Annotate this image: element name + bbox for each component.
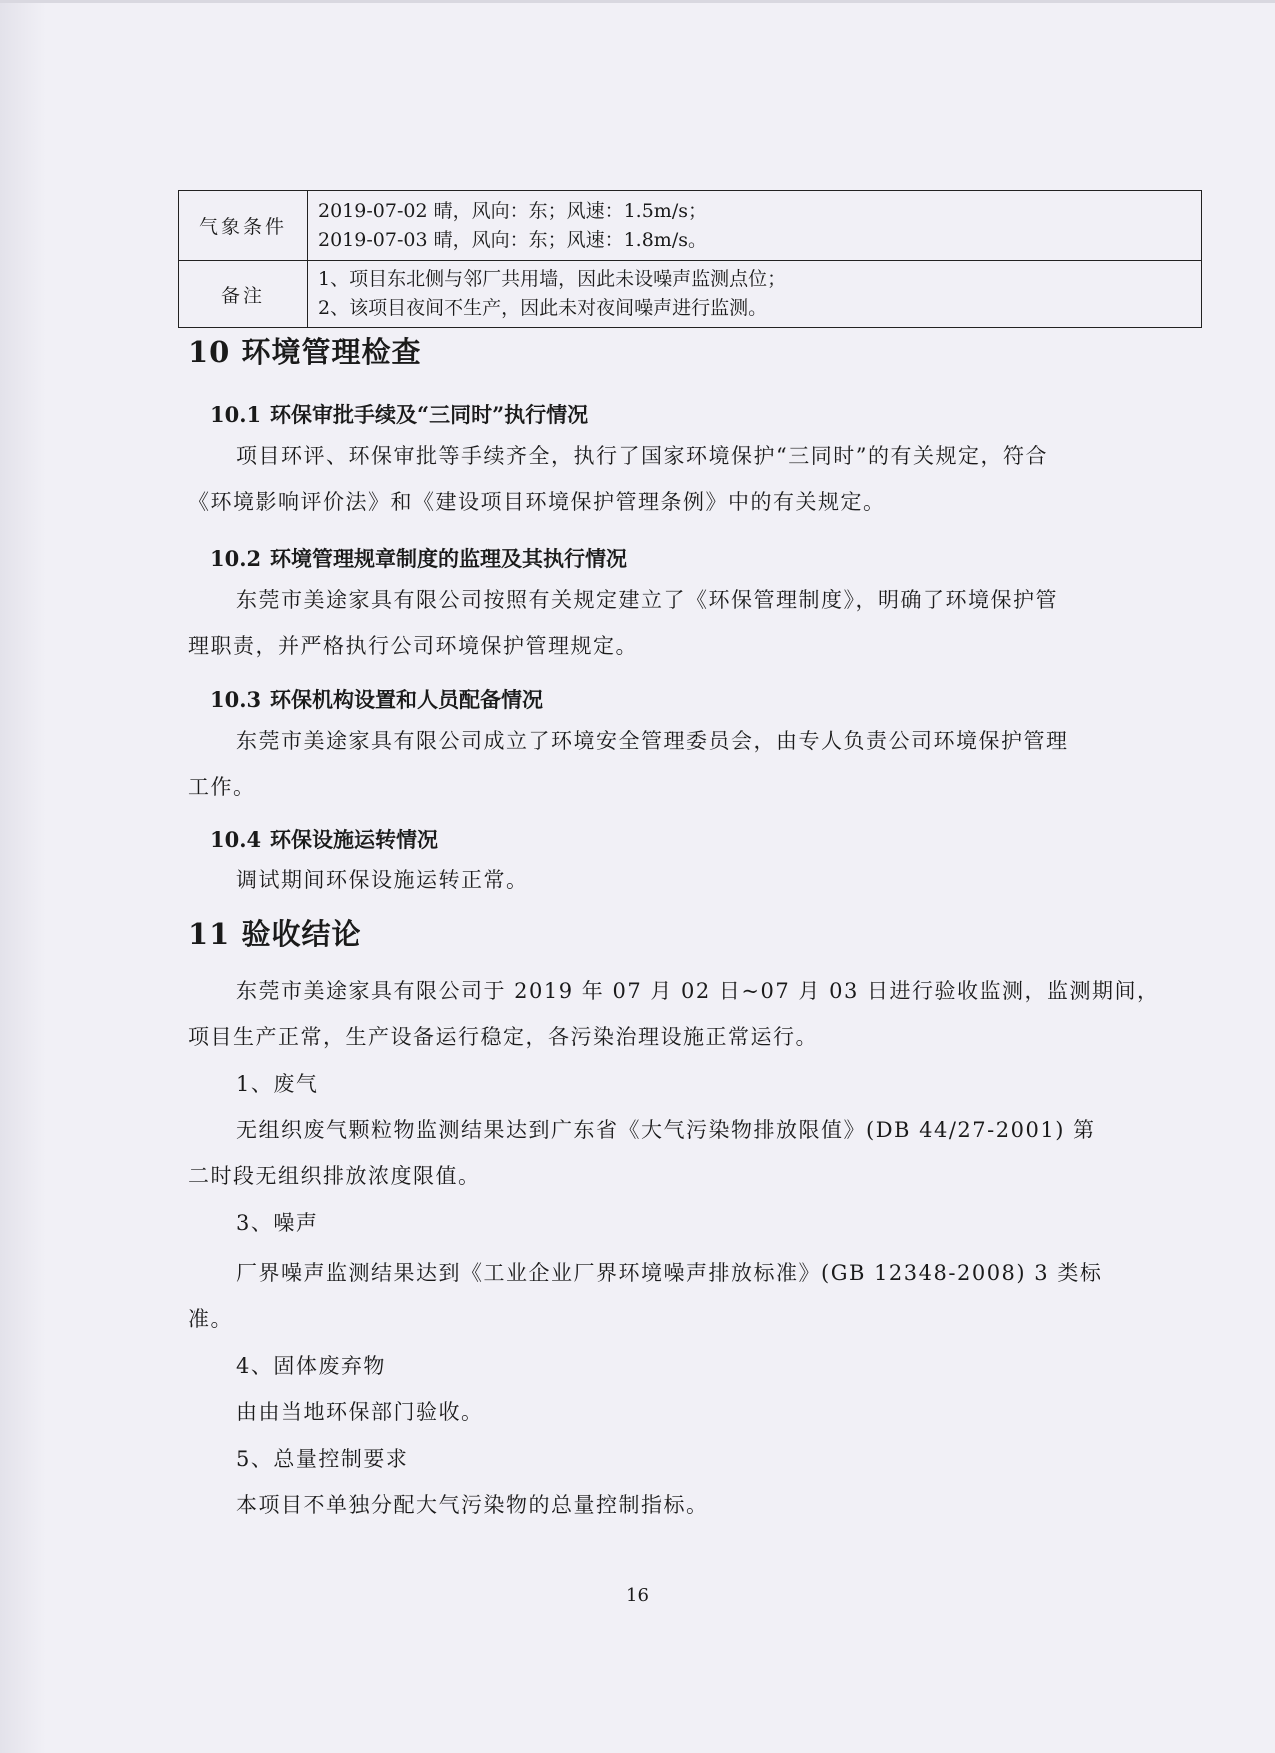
- paragraph-line: 东莞市美途家具有限公司于 2019 年 07 月 02 日~07 月 03 日进行验收监测，监测期间，: [236, 979, 1160, 1003]
- paragraph-line: 项目生产正常，生产设备运行稳定，各污染治理设施正常运行。: [188, 1025, 818, 1049]
- weather-line-2: 2019-07-03 晴，风向：东；风速：1.8m/s。: [318, 228, 707, 251]
- paragraph-line: 准。: [188, 1307, 233, 1331]
- subsection-title: 环保设施运转情况: [270, 827, 438, 852]
- table-label-remarks: 备注: [179, 261, 308, 328]
- item-heading-gas: 1、废气: [236, 1072, 319, 1096]
- subsection-10-1-heading: [210, 399, 588, 429]
- paragraph-line: 工作。: [188, 775, 256, 799]
- section-10-title: 10 环境管理检查: [188, 335, 422, 369]
- remarks-line-2: 2、该项目夜间不生产，因此未对夜间噪声进行监测。: [318, 297, 768, 319]
- paragraph-line: 理职责，并严格执行公司环境保护管理规定。: [188, 634, 638, 658]
- paragraph-line: 厂界噪声监测结果达到《工业企业厂界环境噪声排放标准》(GB 12348-2008) 3 类标: [236, 1261, 1103, 1285]
- paragraph-line: 《环境影响评价法》和《建设项目环境保护管理条例》中的有关规定。: [188, 490, 886, 514]
- subsection-title: 环保审批手续及“三同时”执行情况: [270, 402, 589, 427]
- page-number: 16: [626, 1585, 649, 1606]
- paragraph-line: 无组织废气颗粒物监测结果达到广东省《大气污染物排放限值》(DB 44/27-2001) 第: [236, 1118, 1096, 1142]
- paragraph-line: 由由当地环保部门验收。: [236, 1400, 484, 1424]
- paragraph-line: 二时段无组织排放浓度限值。: [188, 1164, 481, 1188]
- subsection-number: 10.2: [210, 546, 262, 571]
- table-row: [179, 261, 1202, 328]
- table-label-weather: 气象条件: [179, 191, 308, 261]
- scan-edge-shadow: [0, 0, 46, 1753]
- table-value-remarks: [308, 261, 1202, 328]
- paragraph-line: 东莞市美途家具有限公司成立了环境安全管理委员会，由专人负责公司环境保护管理: [236, 729, 1069, 753]
- item-heading-noise: 3、噪声: [236, 1211, 319, 1235]
- weather-remarks-table: [178, 190, 1202, 328]
- remarks-line-1: 1、项目东北侧与邻厂共用墙，因此未设噪声监测点位；: [318, 268, 787, 290]
- subsection-title: 环保机构设置和人员配备情况: [270, 687, 543, 712]
- weather-line-1: 2019-07-02 晴，风向：东；风速：1.5m/s；: [318, 199, 707, 222]
- scan-top-edge: [0, 0, 1275, 3]
- table-value-weather: [308, 191, 1202, 261]
- table-row: [179, 191, 1202, 261]
- section-11-title: 11 验收结论: [188, 917, 362, 951]
- paragraph-line: 本项目不单独分配大气污染物的总量控制指标。: [236, 1493, 709, 1517]
- subsection-10-2-heading: [210, 543, 627, 573]
- subsection-number: 10.3: [210, 687, 262, 712]
- subsection-10-4-heading: [210, 824, 438, 854]
- item-heading-total-control: 5、总量控制要求: [236, 1447, 409, 1471]
- subsection-10-3-heading: [210, 684, 543, 714]
- paragraph-line: 调试期间环保设施运转正常。: [236, 868, 529, 892]
- subsection-number: 10.4: [210, 827, 262, 852]
- item-heading-solid-waste: 4、固体废弃物: [236, 1354, 386, 1378]
- paragraph-line: 项目环评、环保审批等手续齐全，执行了国家环境保护“三同时”的有关规定，符合: [236, 444, 1048, 468]
- subsection-number: 10.1: [210, 402, 262, 427]
- subsection-title: 环境管理规章制度的监理及其执行情况: [270, 546, 627, 571]
- paragraph-line: 东莞市美途家具有限公司按照有关规定建立了《环保管理制度》，明确了环境保护管: [236, 588, 1058, 612]
